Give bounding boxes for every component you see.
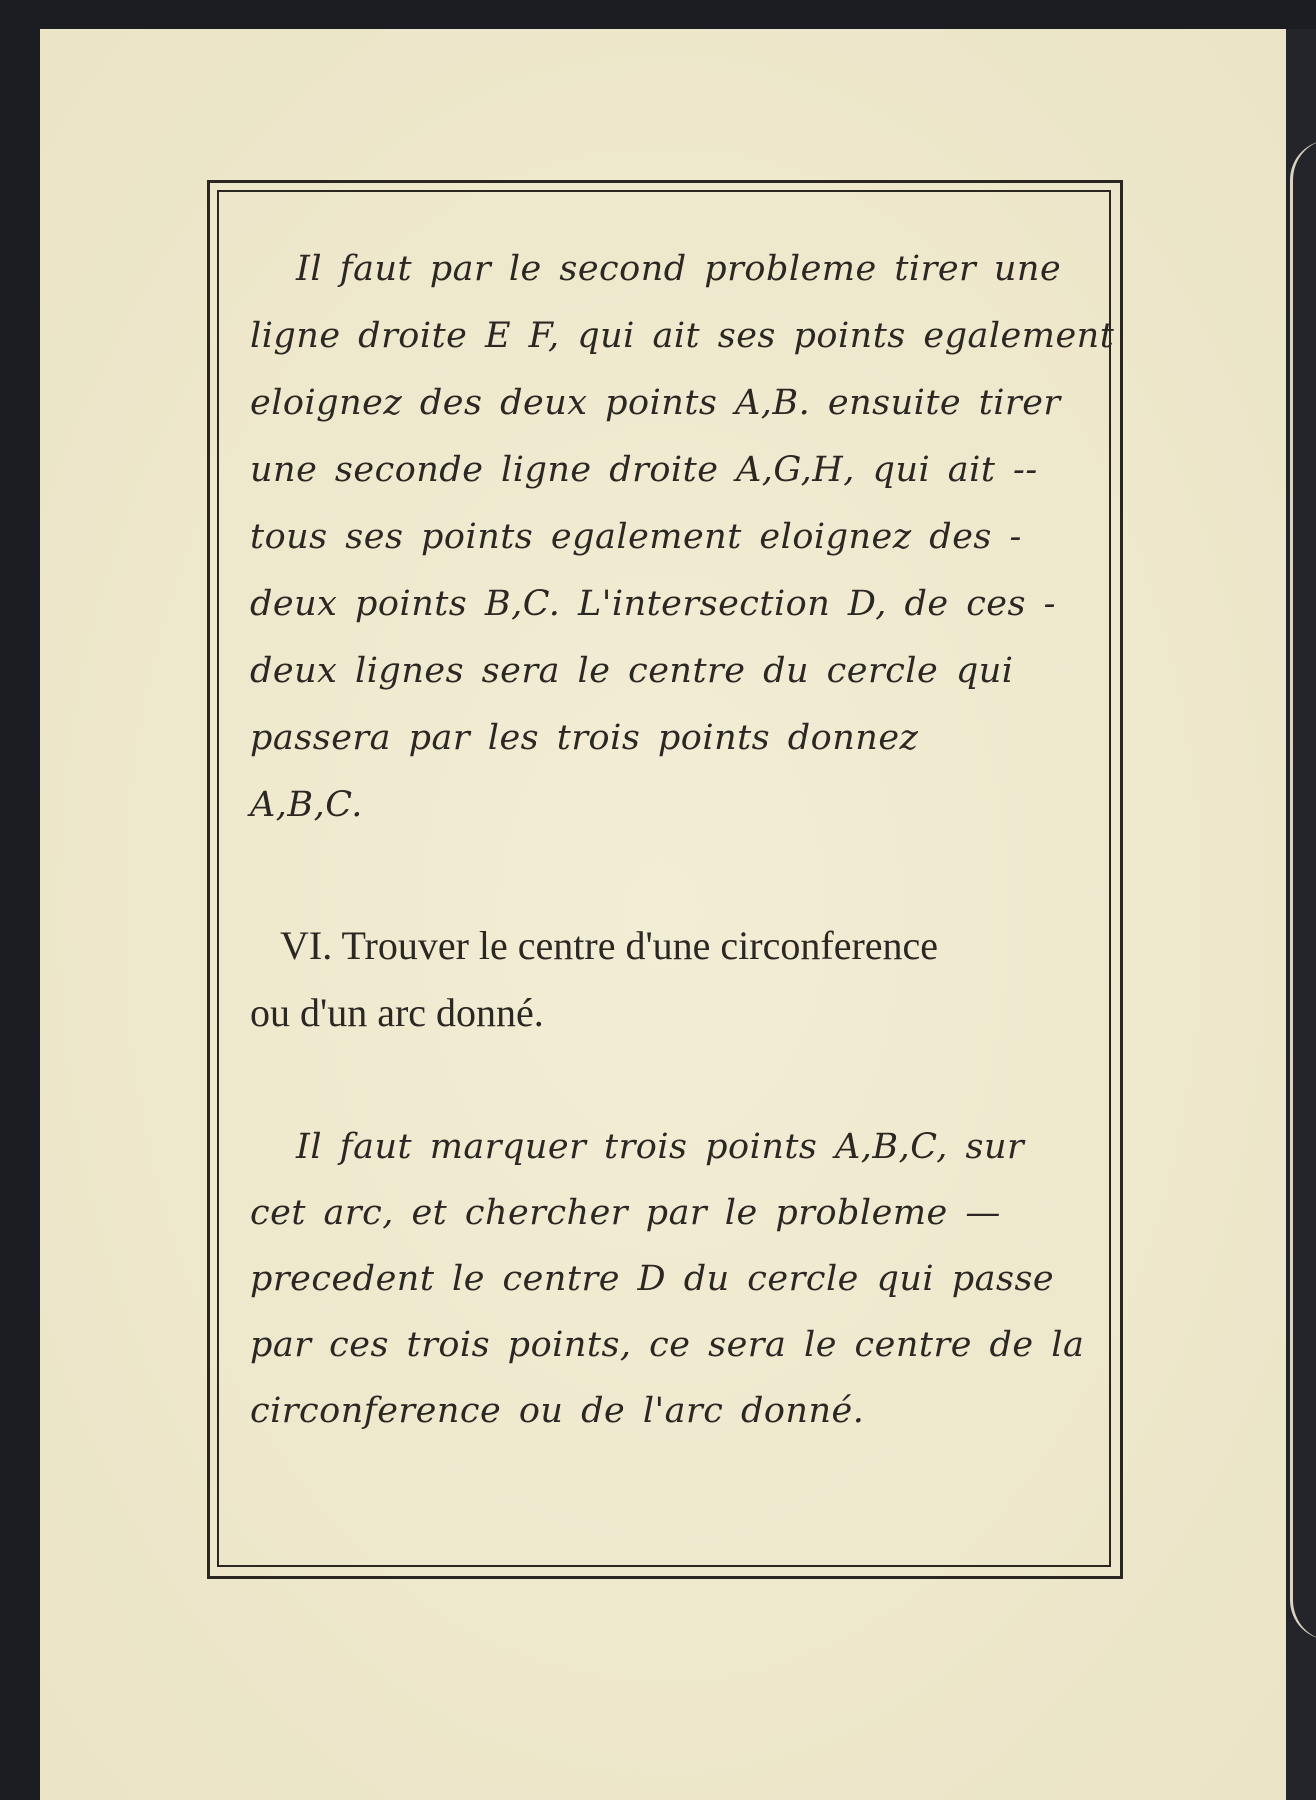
text-line: deux lignes sera le centre du cercle qui	[250, 651, 1014, 691]
text-line: par ces trois points, ce sera le centre de la	[250, 1325, 1085, 1365]
text-line: precedent le centre D du cercle qui passe	[250, 1259, 1055, 1299]
section-heading	[250, 912, 1120, 1046]
next-page-edge	[1290, 140, 1316, 1640]
text-line: cet arc, et chercher par le probleme —	[250, 1193, 1001, 1233]
text-line: eloignez des deux points A,B. ensuite tirer	[250, 383, 1061, 423]
text-line: Il faut marquer trois points A,B,C, sur	[296, 1127, 1025, 1167]
heading-line: VI. Trouver le centre d'une circonference	[280, 923, 939, 968]
text-line: passera par les trois points donnez	[250, 718, 919, 758]
paragraph-1	[250, 236, 1120, 839]
text-line: Il faut par le second probleme tirer une	[296, 249, 1062, 289]
text-line: A,B,C.	[250, 785, 363, 825]
text-line: ligne droite E F, qui ait ses points egalement	[250, 316, 1115, 356]
text-line: tous ses points egalement eloignez des -	[250, 517, 1022, 557]
text-line: circonference ou de l'arc donné.	[250, 1391, 865, 1431]
text-line: deux points B,C. L'intersection D, de ces -	[250, 584, 1056, 624]
paragraph-2	[250, 1114, 1120, 1444]
text-line: une seconde ligne droite A,G,H, qui ait --	[250, 450, 1038, 490]
heading-line: ou d'un arc donné.	[250, 990, 544, 1035]
